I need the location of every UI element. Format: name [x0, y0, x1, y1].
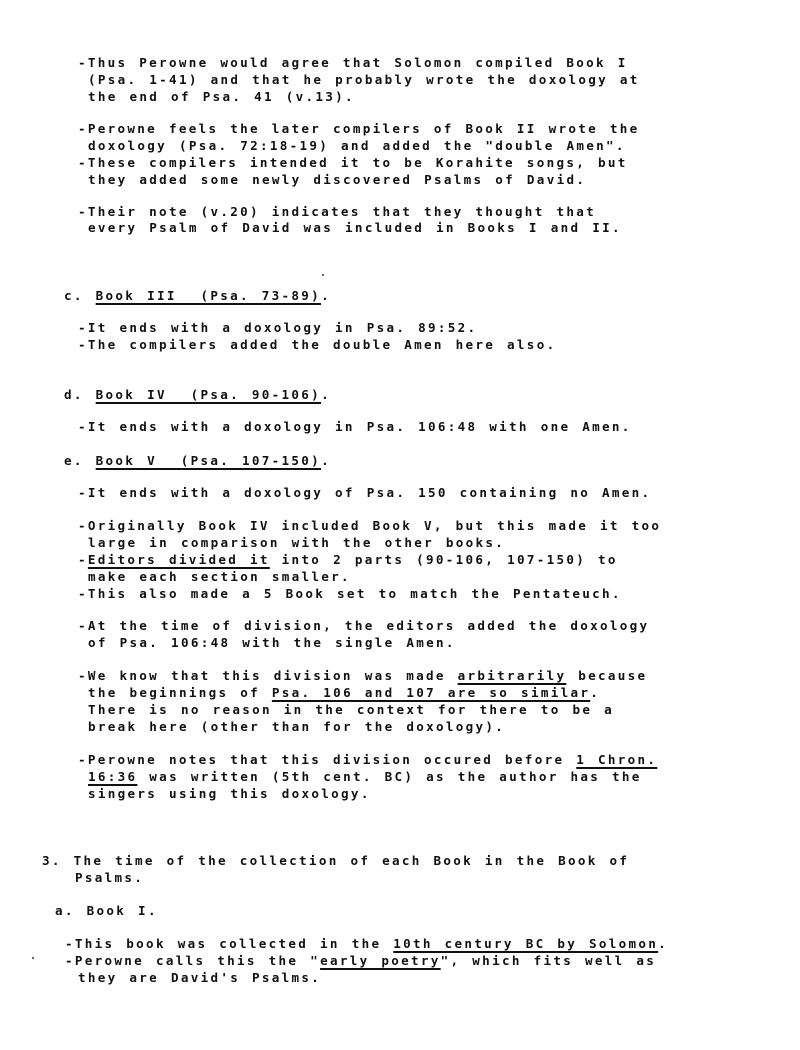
text-line: break here (other than for the doxology). [88, 719, 506, 734]
text-line: -It ends with a doxology of Psa. 150 containing no Amen. [78, 485, 652, 500]
text-line: -At the time of division, the editors added the doxology [78, 618, 650, 633]
text-line: -Thus Perowne would agree that Solomon compiled Book I [78, 55, 628, 70]
text-span: was written (5th cent. BC) as the author has the [137, 769, 642, 784]
text-line: of Psa. 106:48 with the single Amen. [88, 635, 456, 650]
text-line: every Psalm of David was included in Books I and II. [88, 220, 622, 235]
section-heading: 3. The time of the collection of each Book in the Book of [42, 853, 630, 868]
text-span: -Perowne notes that this division occured before [78, 752, 577, 767]
underlined-text: 1 Chron. [576, 752, 658, 767]
text-span: the beginnings of [88, 685, 272, 700]
text-span: -We know that this division was made [78, 668, 458, 683]
book-title: Book IV (Psa. 90-106) [95, 387, 322, 402]
text-span: -This book was collected in the [65, 936, 394, 951]
text-line: large in comparison with the other books. [88, 535, 506, 550]
scan-speck [32, 957, 34, 959]
text-line [78, 752, 657, 768]
text-line: singers using this doxology. [88, 786, 371, 801]
text-line: -Perowne feels the later compilers of Book II wrote the [78, 121, 640, 136]
text-span: . [658, 936, 669, 951]
text-line: -These compilers intended it to be Korahite songs, but [78, 155, 628, 170]
book-heading [64, 288, 331, 304]
text-line: -The compilers added the double Amen here also. [78, 337, 557, 352]
item-letter: d. [64, 387, 84, 402]
text-line: make each section smaller. [88, 569, 351, 584]
text-line: -Originally Book IV included Book V, but this made it too [78, 518, 662, 533]
item-letter: e. [64, 453, 84, 468]
text-line: they added some newly discovered Psalms of David. [88, 172, 587, 187]
text-line [65, 953, 656, 969]
text-line: they are David's Psalms. [78, 970, 322, 985]
section-heading: Psalms. [75, 870, 145, 885]
underlined-text: Psa. 106 and 107 are so similar [271, 685, 591, 700]
text-line [78, 552, 618, 568]
item-letter: c. [64, 288, 84, 303]
text-line [88, 769, 642, 785]
text-line [88, 685, 600, 701]
text-line [78, 668, 647, 684]
underlined-text: Editors divided it [87, 552, 270, 567]
text-span: -Perowne calls this the " [65, 953, 321, 968]
text-span: - [78, 552, 88, 567]
book-title: Book V (Psa. 107-150) [95, 453, 322, 468]
text-span: . [590, 685, 601, 700]
underlined-text: 10th century BC by Solomon [393, 936, 659, 951]
text-span: because [566, 668, 648, 683]
text-line [65, 936, 668, 952]
underlined-text: early poetry [320, 953, 441, 968]
text-line: There is no reason in the context for there to be a [88, 702, 614, 717]
text-span: ", which fits well as [440, 953, 657, 968]
heading-period: . [321, 387, 331, 402]
heading-period: . [321, 288, 331, 303]
scan-speck [322, 274, 324, 276]
text-line: -This also made a 5 Book set to match the Pentateuch. [78, 586, 622, 601]
heading-period: . [321, 453, 331, 468]
book-heading [64, 387, 331, 403]
sub-heading: a. Book I. [55, 903, 158, 918]
text-line: the end of Psa. 41 (v.13). [88, 89, 355, 104]
text-line: -It ends with a doxology in Psa. 89:52. [78, 320, 478, 335]
text-line: -It ends with a doxology in Psa. 106:48 with one Amen. [78, 419, 632, 434]
text-line: -Their note (v.20) indicates that they thought that [78, 204, 596, 219]
book-title: Book III (Psa. 73-89) [95, 288, 322, 303]
underlined-text: 16:36 [88, 769, 138, 784]
text-span: into 2 parts (90-106, 107-150) to [269, 552, 618, 567]
book-heading [64, 453, 331, 469]
underlined-text: arbitrarily [457, 668, 567, 683]
text-line: doxology (Psa. 72:18-19) and added the "double Amen". [88, 138, 626, 153]
text-line: (Psa. 1-41) and that he probably wrote the doxology at [88, 72, 640, 87]
